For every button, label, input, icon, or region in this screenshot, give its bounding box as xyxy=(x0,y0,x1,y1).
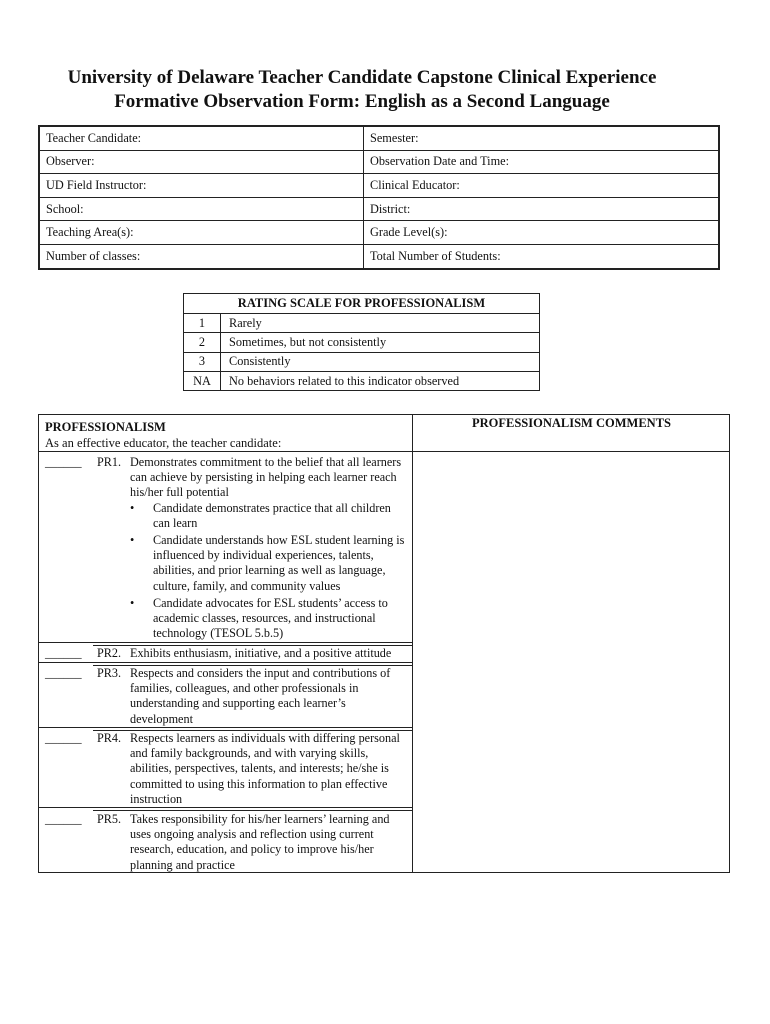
indicator-text: Exhibits enthusiasm, initiative, and a positive attitude xyxy=(130,646,392,660)
column-divider xyxy=(412,414,413,873)
rating-row xyxy=(184,352,540,371)
professionalism-intro: As an effective educator, the teacher candidate: xyxy=(45,436,282,450)
indicator-text: Respects and considers the input and contributions of families, colleagues, and other professionals in understanding and supporting each learner’s development xyxy=(130,666,391,726)
row-divider xyxy=(38,727,413,728)
bullet-text: Candidate advocates for ESL students’ access to academic classes, resources, and instructional technology (TESOL 5.b.5) xyxy=(153,596,388,641)
info-row xyxy=(39,244,719,268)
total-students-field[interactable]: Total Number of Students: xyxy=(364,244,720,268)
teaching-area-field[interactable]: Teaching Area(s): xyxy=(39,221,364,245)
rating-blank[interactable]: ______ xyxy=(45,812,82,826)
rating-row xyxy=(184,314,540,333)
indicator-text: Demonstrates commitment to the belief that all learners can achieve by persisting in helping each learner reach his/her full potential xyxy=(130,455,402,500)
semester-field[interactable]: Semester: xyxy=(364,126,720,150)
indicator-number: PR2. xyxy=(97,646,122,660)
info-row xyxy=(39,126,719,150)
grade-level-field[interactable]: Grade Level(s): xyxy=(364,221,720,245)
indicator-number: PR4. xyxy=(97,731,122,745)
form-title-line-2: Formative Observation Form: English as a Second Language xyxy=(114,91,610,112)
rating-scale-table xyxy=(183,293,540,391)
comments-heading: PROFESSIONALISM COMMENTS xyxy=(472,416,671,430)
rating-description: Consistently xyxy=(221,352,540,371)
professionalism-header xyxy=(45,419,281,451)
comments-header-divider xyxy=(413,451,730,452)
professionalism-heading: PROFESSIONALISM xyxy=(45,420,166,434)
info-row xyxy=(39,221,719,245)
info-row xyxy=(39,174,719,198)
teacher-candidate-field[interactable]: Teacher Candidate: xyxy=(39,126,364,150)
bullet-icon: • xyxy=(130,501,135,515)
row-divider xyxy=(38,662,413,663)
indicator-number: PR3. xyxy=(97,666,122,680)
rating-value: NA xyxy=(184,371,221,390)
row-divider xyxy=(93,810,413,811)
indicator-number: PR1. xyxy=(97,455,122,469)
rating-value: 3 xyxy=(184,352,221,371)
school-field[interactable]: School: xyxy=(39,197,364,221)
field-instructor-field[interactable]: UD Field Instructor: xyxy=(39,174,364,198)
rating-value: 1 xyxy=(184,314,221,333)
indicator-number: PR5. xyxy=(97,812,122,826)
observer-field[interactable]: Observer: xyxy=(39,150,364,174)
bullet-icon: • xyxy=(130,596,135,610)
info-row xyxy=(39,150,719,174)
rating-blank[interactable]: ______ xyxy=(45,455,82,469)
bullet-text: Candidate understands how ESL student learning is influenced by individual experiences, talents, abilities, and prior learning as well as language, culture, family, and community values xyxy=(153,533,405,593)
rating-row xyxy=(184,333,540,352)
header-divider xyxy=(38,451,413,452)
clinical-educator-field[interactable]: Clinical Educator: xyxy=(364,174,720,198)
observation-date-field[interactable]: Observation Date and Time: xyxy=(364,150,720,174)
rating-value: 2 xyxy=(184,333,221,352)
comments-area[interactable] xyxy=(414,453,729,872)
indicator-text: Takes responsibility for his/her learners’ learning and uses ongoing analysis and reflection using current research, education, and policy to improve his/her planning and practice xyxy=(130,812,390,872)
info-row xyxy=(39,197,719,221)
indicator-text: Respects learners as individuals with differing personal and family backgrounds, and with varying skills, abilities, perspectives, talents, and interests; he/she is committed to using this information to plan effective instruction xyxy=(130,731,400,806)
form-title-line-1: University of Delaware Teacher Candidate Capstone Clinical Experience xyxy=(67,67,657,88)
row-divider xyxy=(38,642,413,643)
row-divider xyxy=(38,807,413,808)
rating-scale-header: RATING SCALE FOR PROFESSIONALISM xyxy=(184,294,540,314)
rating-description: Sometimes, but not consistently xyxy=(221,333,540,352)
number-of-classes-field[interactable]: Number of classes: xyxy=(39,244,364,268)
candidate-info-table xyxy=(38,125,720,270)
district-field[interactable]: District: xyxy=(364,197,720,221)
bullet-icon: • xyxy=(130,533,135,547)
bullet-text: Candidate demonstrates practice that all children can learn xyxy=(153,501,391,531)
form-title xyxy=(0,66,724,114)
rating-description: No behaviors related to this indicator observed xyxy=(221,371,540,390)
rating-blank[interactable]: ______ xyxy=(45,646,82,660)
rating-blank[interactable]: ______ xyxy=(45,666,82,680)
rating-row xyxy=(184,371,540,390)
rating-description: Rarely xyxy=(221,314,540,333)
rating-blank[interactable]: ______ xyxy=(45,731,82,745)
